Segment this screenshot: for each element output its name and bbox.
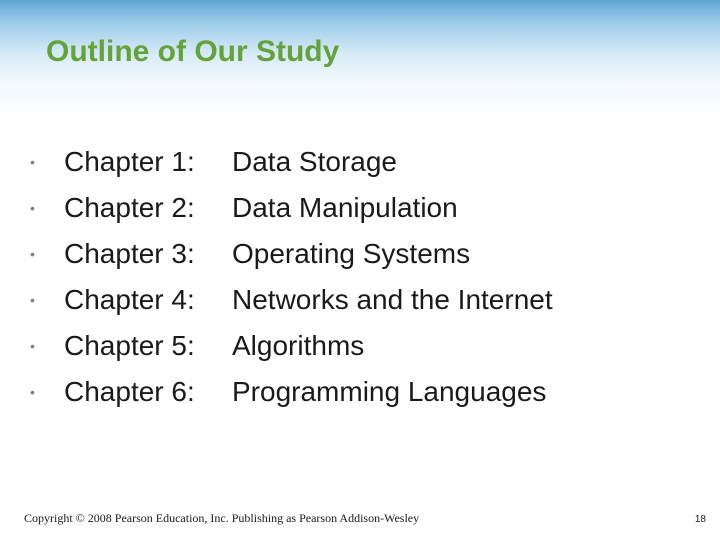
chapter-topic: Algorithms <box>232 330 365 361</box>
chapter-label: Chapter 6: <box>64 376 195 407</box>
page-number: 18 <box>694 514 706 525</box>
copyright-footer: Copyright © 2008 Pearson Education, Inc. Publishing as Pearson Addison-Wesley <box>24 511 420 525</box>
list-item <box>26 323 553 369</box>
chapter-topic: Programming Languages <box>232 376 547 407</box>
chapter-topic: Data Storage <box>232 146 397 177</box>
chapter-label: Chapter 3: <box>64 238 195 269</box>
list-item <box>26 139 553 185</box>
bullet-icon: • <box>30 338 35 354</box>
chapter-topic: Data Manipulation <box>232 192 458 223</box>
chapter-label: Chapter 2: <box>64 192 195 223</box>
list-item <box>26 369 553 415</box>
bullet-icon: • <box>30 384 35 400</box>
chapter-topic: Networks and the Internet <box>232 284 553 315</box>
chapter-label: Chapter 4: <box>64 284 195 315</box>
bullet-icon: • <box>30 200 35 216</box>
chapter-topic: Operating Systems <box>232 238 471 269</box>
chapter-label: Chapter 1: <box>64 146 195 177</box>
bullet-icon: • <box>30 154 35 170</box>
bullet-icon: • <box>30 246 35 262</box>
list-item <box>26 231 553 277</box>
list-item <box>26 185 553 231</box>
list-item <box>26 277 553 323</box>
slide-title: Outline of Our Study <box>46 35 340 68</box>
chapter-list <box>26 139 553 415</box>
bullet-icon: • <box>30 292 35 308</box>
chapter-label: Chapter 5: <box>64 330 195 361</box>
